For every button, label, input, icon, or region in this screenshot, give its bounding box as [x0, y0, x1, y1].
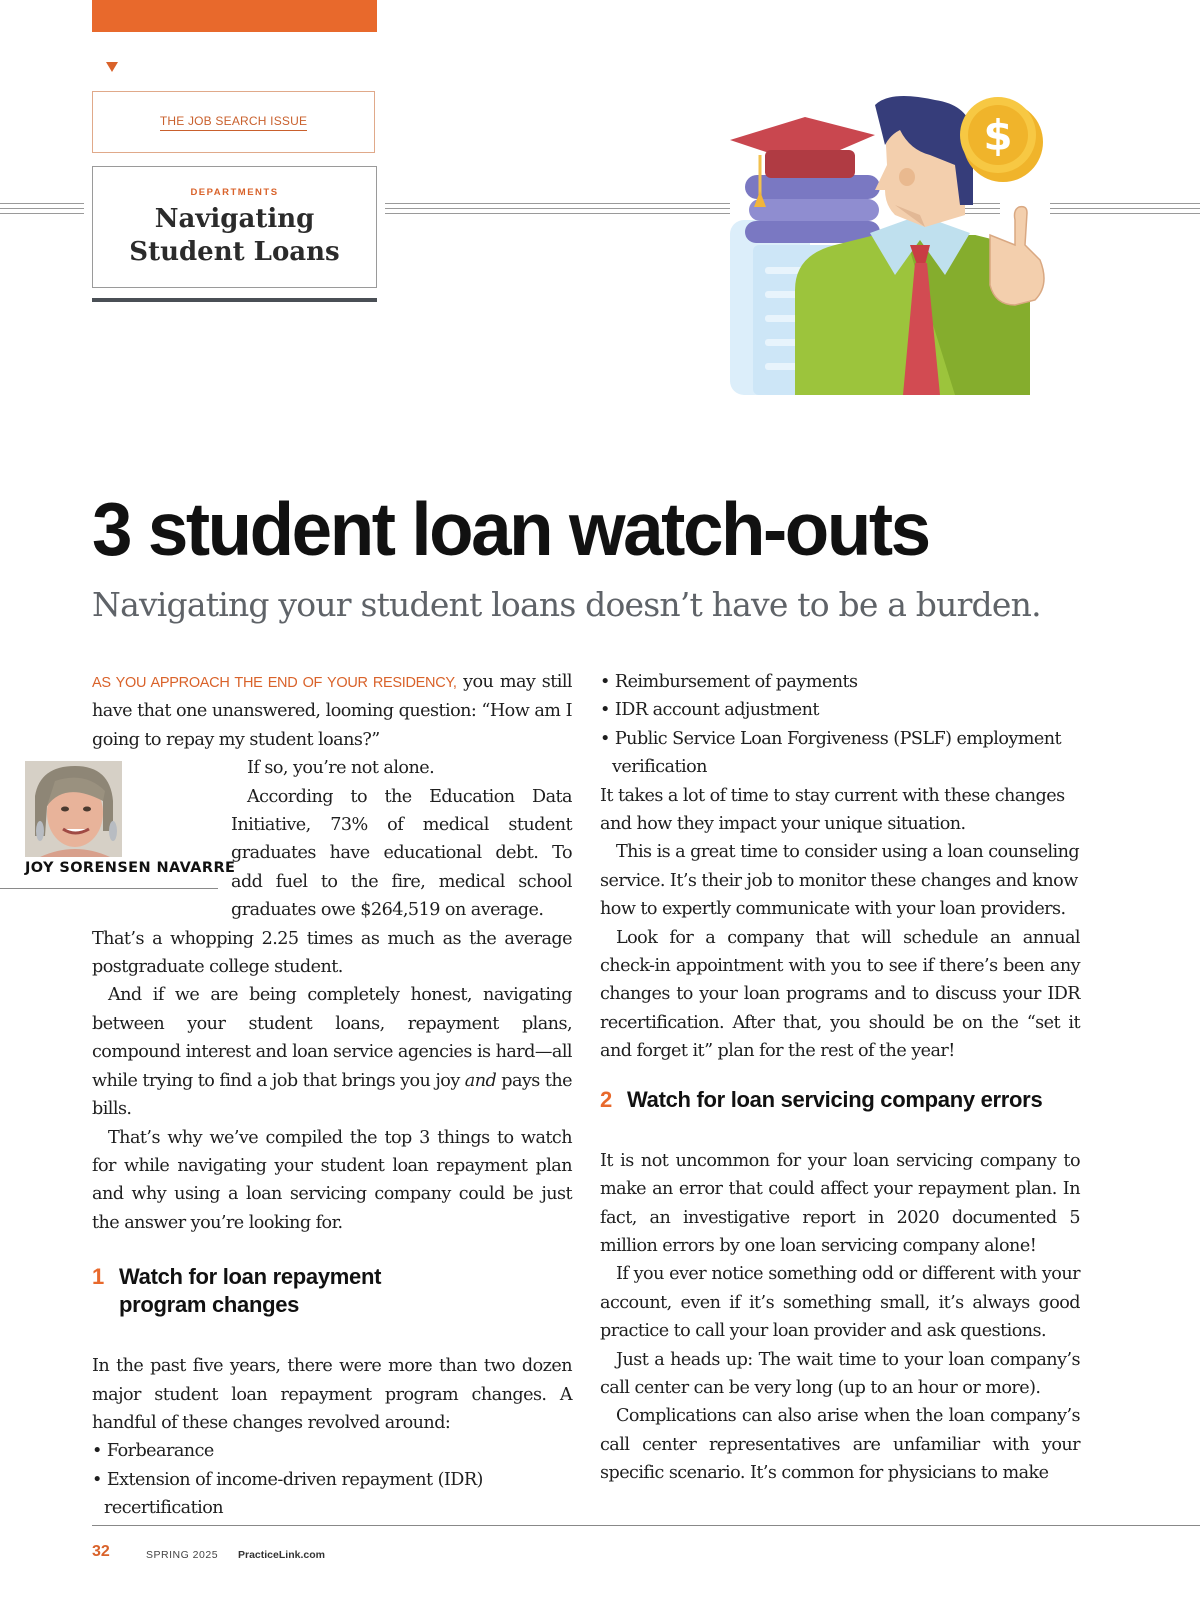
section-2-heading [600, 1086, 1080, 1114]
section-1-heading [92, 1263, 572, 1319]
paragraph-2: If so, you’re not alone. [247, 758, 435, 779]
footer-rule [92, 1525, 1200, 1526]
department-box [92, 166, 377, 288]
section-1-paragraph-4: Look for a company that will schedule an annual check-in appointment with you to see if there’s been any changes to your loan programs and to discuss your IDR recertification. After that, you should be on the “set it and forget it” plan for the rest of the year! [600, 927, 1080, 1062]
department-label: DEPARTMENTS [190, 187, 279, 198]
decorative-rule-middle [385, 203, 730, 214]
issue-season: SPRING 2025 [146, 1549, 219, 1561]
section-2-paragraph-2: If you ever notice something odd or different with your account, even if it’s something small, it’s always good practice to call your loan provider and ask questions. [600, 1264, 1080, 1342]
bullet-item: • Forbearance [92, 1441, 214, 1462]
site-name: PracticeLink.com [238, 1549, 325, 1561]
decorative-rule-right [1050, 203, 1200, 214]
department-title [93, 203, 376, 269]
paragraph-3-continued: That’s a whopping 2.25 times as much as the average postgraduate college student. [92, 928, 572, 978]
lead-in: AS YOU APPROACH THE END OF YOUR RESIDENCY, [92, 675, 457, 691]
author-name: JOY SORENSEN NAVARRE [25, 860, 236, 876]
svg-text:$: $ [983, 111, 1013, 160]
section-1-paragraph-3: This is a great time to consider using a loan counseling service. It’s their job to monitor these changes and know how to expertly communicate with your loan providers. [600, 842, 1080, 920]
intro-text: you may still have that one unanswered, looming question: “How am I going to repay my student loans?” [92, 672, 572, 750]
page-number: 32 [92, 1543, 110, 1560]
bullet-item: • IDR account adjustment [600, 700, 819, 721]
department-title-line1: Navigating [154, 204, 315, 234]
issue-label-box [92, 91, 375, 153]
article-headline: 3 student loan watch-outs [92, 487, 929, 571]
department-title-line2: Student Loans [129, 237, 340, 267]
right-column [600, 668, 1080, 1488]
section-1-paragraph-2: It takes a lot of time to stay current with these changes and how they impact your unique situation. [600, 785, 1065, 835]
top-accent-bar [92, 0, 377, 32]
paragraph-5: That’s why we’ve compiled the top 3 things to watch for while navigating your student loan repayment plan and why using a loan servicing company could be just the answer you’re looking for. [92, 1127, 572, 1233]
section-2-paragraph-1: It is not uncommon for your loan servicing company to make an error that could affect your repayment plan. In fact, an investigative report in 2020 documented 5 million errors by one loan servicing company alone! [600, 1150, 1080, 1256]
section-2-paragraph-3: Just a heads up: The wait time to your loan company’s call center can be very long (up to an hour or more). [600, 1349, 1080, 1398]
section-2-title: Watch for loan servicing company errors [627, 1086, 1043, 1112]
triangle-marker-icon [106, 62, 118, 72]
decorative-rule-left [0, 203, 84, 214]
issue-label: THE JOB SEARCH ISSUE [160, 114, 307, 131]
section-2-number: 2 [600, 1086, 612, 1112]
left-column [92, 668, 572, 1523]
bullet-item: • Extension of income-driven repayment (IDR) recertification [92, 1469, 483, 1519]
graduate-with-coin-illustration [725, 95, 1065, 400]
bullet-item: • Reimbursement of payments [600, 672, 858, 692]
paragraph-4: And if we are being completely honest, navigating between your student loans, repayment plans, compound interest and loan service agencies is hard—all while trying to find a job that brings you joy and pays the bills. [92, 985, 572, 1120]
section-1-paragraph-1: In the past five years, there were more than two dozen major student loan repayment program changes. A handful of these changes revolved around: [92, 1356, 572, 1433]
section-1-number: 1 [92, 1264, 104, 1290]
section-2-paragraph-4: Complications can also arise when the loan company’s call center representatives are unfamiliar with your specific scenario. It’s common for physicians to make [600, 1406, 1080, 1484]
book-stack-icon [745, 175, 880, 243]
section-1-title: Watch for loan repayment program changes [119, 1264, 382, 1318]
bullet-item: • Public Service Loan Forgiveness (PSLF) employment verification [600, 728, 1062, 778]
paragraph-3: According to the Education Data Initiative, 73% of medical student graduates have educational debt. To add fuel to the fire, medical school graduates owe $264,519 on average. [231, 786, 572, 921]
department-underline [92, 298, 377, 302]
article-deck: Navigating your student loans doesn’t have to be a burden. [92, 585, 1041, 624]
paragraph-intro [92, 668, 572, 754]
